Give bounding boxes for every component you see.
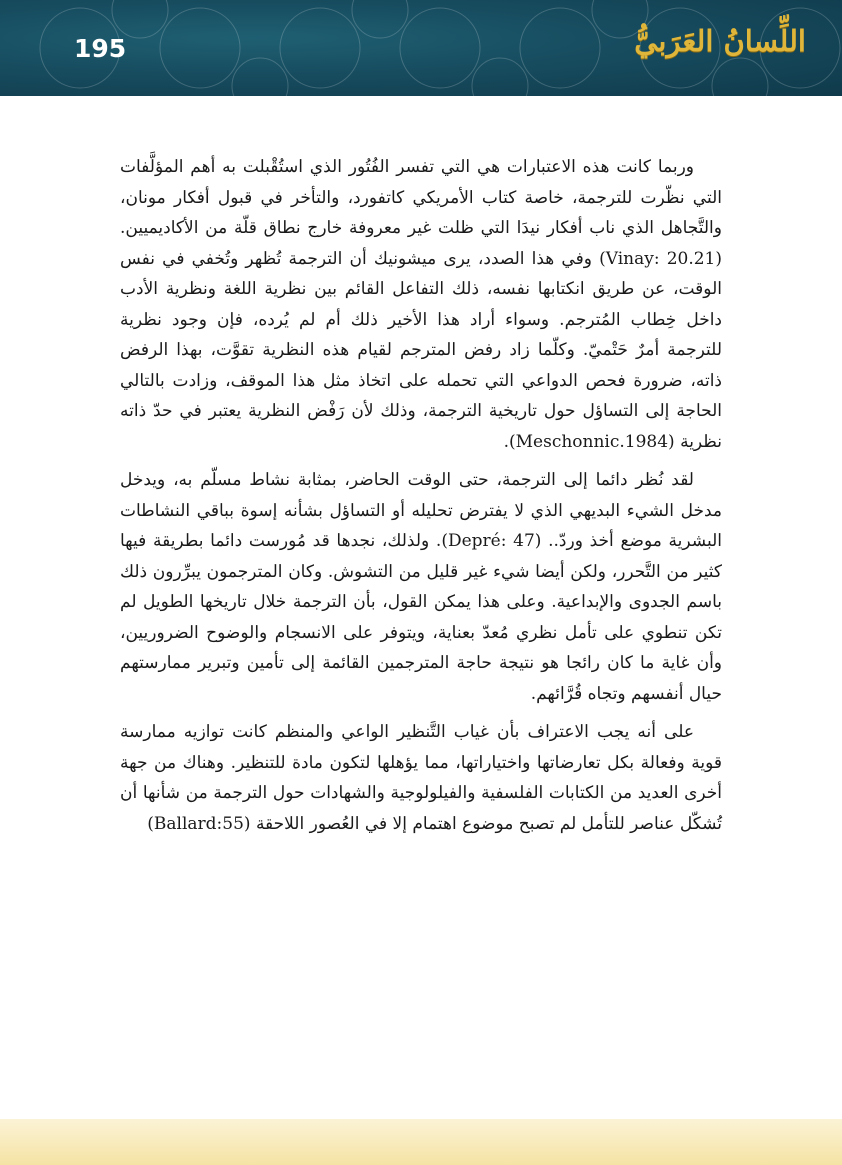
paragraph-2: لقد نُظر دائما إلى الترجمة، حتى الوقت الحاضر، بمثابة نشاط مسلّم به، ويدخل مدخل الشيء البديهي الذي لا يفترض تحليله أو التساؤل بشأنه إسوة بباقي النشاطات البشرية موضع أخذ وردّ.. (Depré: 47). ولذلك، نجدها قد مُورست دائما بطريقة فيها كثير من التَّحرر، ولكن أيضا شيء غير قليل من التشوش. وكان المترجمون يبرِّرون ذلك باسم الجدوى والإبداعية. وعلى هذا يمكن القول، بأن الترجمة خلال تاريخها الطويل لم تكن تنطوي على تأمل نظري مُعدّ بعناية، ويتوفر على الانسجام والوضوح الضروريين، وأن غاية ما كان رائجا هو نتيجة حاجة المترجمين القائمة إلى تأمين وتبرير ممارستهم حيال أنفسهم وتجاه قُرَّائهم. xyxy=(120,470,722,704)
page-footer-band xyxy=(0,1119,842,1165)
paragraph-3: على أنه يجب الاعتراف بأن غياب التَّنظير الواعي والمنظم كانت توازيه ممارسة قوية وفعالة بكل تعارضاتها واختياراتها، مما يؤهلها لتكون مادة للتنظير. وهناك من جهة أخرى العديد من الكتابات الفلسفية والفيلولوجية والشهادات حول الترجمة من شأنها أن تُشكّل عناصر للتأمل لم تصبح موضوع اهتمام إلا في العُصور اللاحقة (Ballard:55) xyxy=(120,722,722,834)
page-header xyxy=(0,0,842,96)
paragraph-1: وربما كانت هذه الاعتبارات هي التي تفسر الفُتُور الذي استُقْبلت به أهم المؤلَّفات التي نظّرت للترجمة، خاصة كتاب الأمريكي كاتفورد، والتأخر في قبول أفكار مونان، والتَّجاهل الذي ناب أفكار نيدَا التي ظلت غير معروفة خارج نطاق قلّة من الأكاديميين.(Vinay: 20.21) وفي هذا الصدد، يرى ميشونيك أن الترجمة تُظهر وتُخفي في نفس الوقت، عن طريق انكتابها نفسه، ذلك التفاعل القائم بين نظرية اللغة ونظرية الأدب داخل خِطاب المُترجم. وسواء أراد هذا الأخير ذلك أم لم يُرده، فإن وجود نظرية للترجمة أمرٌ حَتْميّ. وكلّما زاد رفض المترجم لقيام هذه النظرية تقوَّت، بهذا الرفض ذاته، ضرورة فحص الدواعي التي تحمله على اتخاذ مثل هذا الموقف، وزادت بالتالي الحاجة إلى التساؤل حول تاريخية الترجمة، وذلك لأن رَفْض النظرية يعتبر في حدّ ذاته نظرية (Meschonnic.1984). xyxy=(120,157,723,452)
article-body xyxy=(120,152,722,839)
page-number: 195 xyxy=(74,34,127,63)
journal-logo: اللِّسانُ العَرَبيُّ xyxy=(634,24,806,58)
